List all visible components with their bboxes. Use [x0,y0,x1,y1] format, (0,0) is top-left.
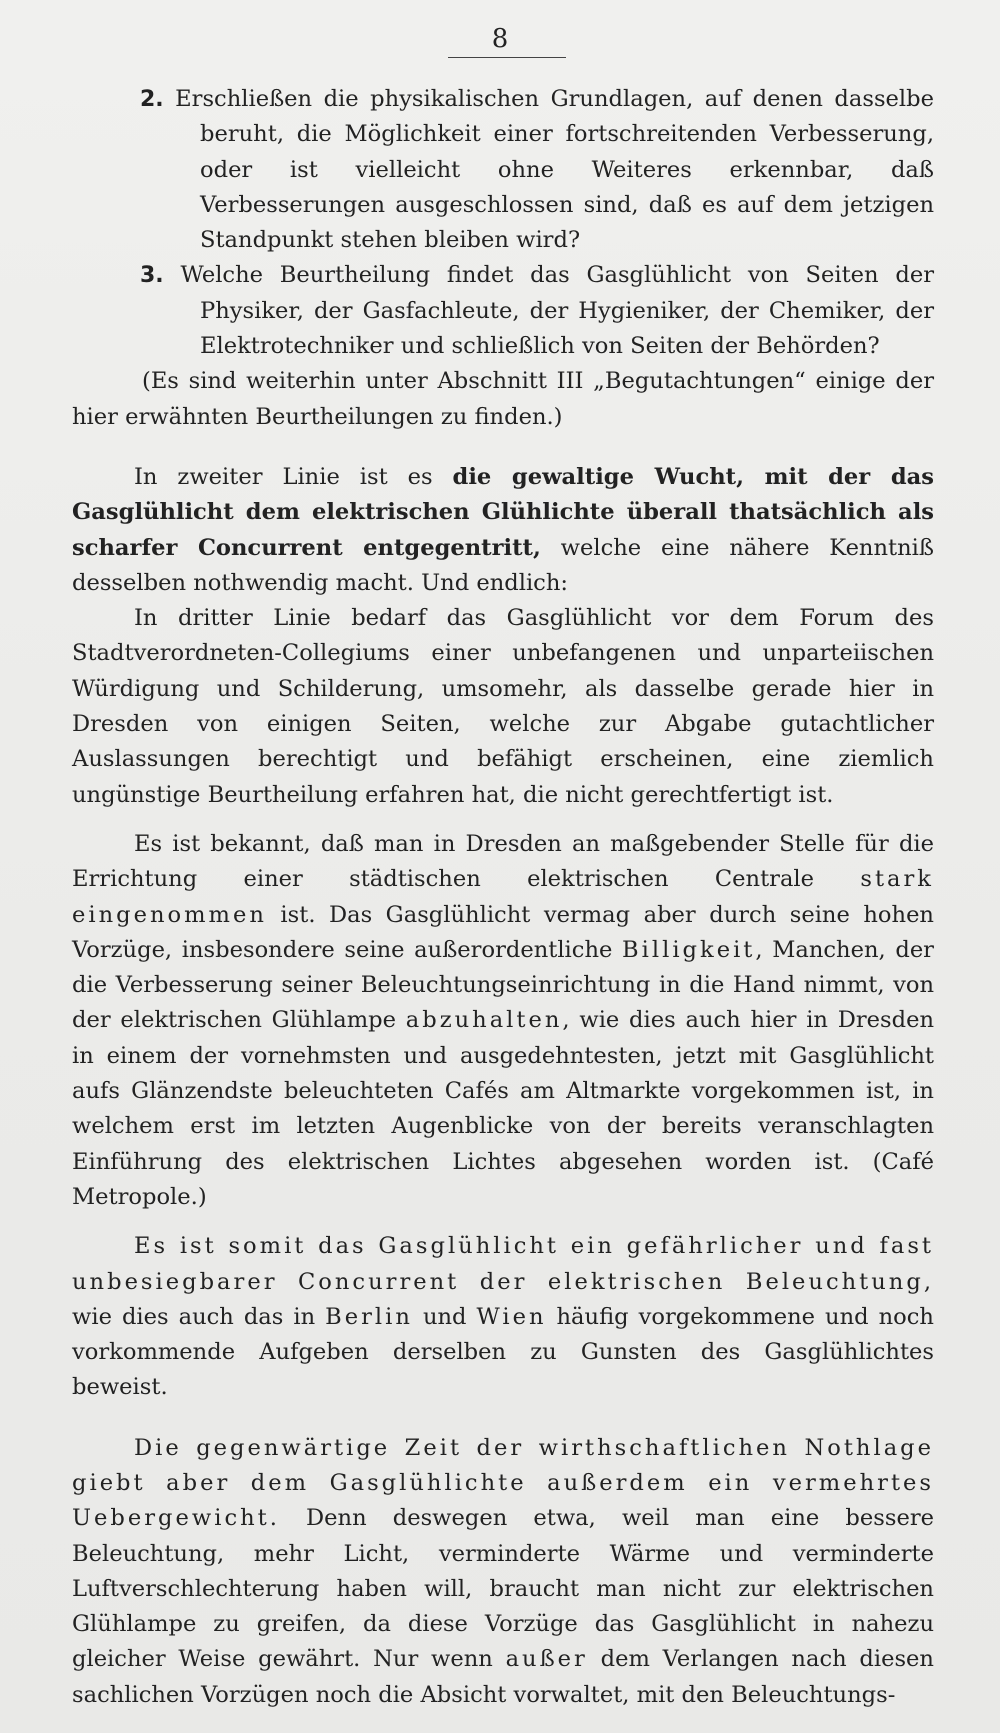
list-item-number: 3. [140,263,164,289]
spaced-text: Die gegenwärtige Zeit der wirthschaftlichen Nothlage giebt aber dem Gasglühlichte außerdem ein vermehrtes Uebergewicht. [72,1434,934,1532]
list-item-text: Erschließen die physikalischen Grundlagen, auf denen dasselbe beruht, die Möglichkeit einer fortschreitenden Verbesserung, oder ist vielleicht ohne Weiteres erkennbar, daß Verbesserungen ausgeschlossen sind, daß es auf dem jetzigen Standpunkt stehen bleiben wird? [175,86,934,254]
spaced-text: Berlin [325,1303,413,1330]
paragraph-economic-crisis [72,1431,934,1713]
list-item-3 [72,258,934,364]
paragraph-text: Es ist bekannt, daß man in Dresden an maßgebender Stelle für die Errichtung einer städtischen elektrischen Centrale [72,830,934,893]
paragraph-concurrent [72,1229,934,1405]
list-item-text: Welche Beurtheilung findet das Gasglühlicht von Seiten der Physiker, der Gasfachleute, der Hygieniker, der Chemiker, der Elektrotechniker und schließlich von Seiten der Behörden? [180,262,934,360]
paragraph-text: dem Verlangen nach diesen sachlichen Vorzügen noch die Absicht vorwaltet, mit den Beleuchtungs- [72,1646,934,1708]
paragraph-text: , wie dies auch hier in Dresden in einem der vornehmsten und ausgedehntesten, jetzt mit Gasglühlicht aufs Glänzendste beleuchteten Cafés am Altmarkte vorgekommen ist, in welchem erst im letzten Augenblicke von der bereits veranschlagten Einführung des elektrischen Lichtes abgesehen worden ist. (Café Metropole.) [72,1007,934,1210]
paragraph-text: Denn deswegen etwa, weil man eine bessere Beleuchtung, mehr Licht, verminderte Wärme und verminderte Luftverschlechterung haben will, braucht man nicht zur elektrischen Glühlampe zu greifen, da diese Vorzüge das Gasglühlicht in nahezu gleicher Weise gewährt. Nur wenn [72,1505,934,1673]
paragraph-third-reason: In dritter Linie bedarf das Gasglühlicht vor dem Forum des Stadtverordneten-Collegiums einer unbefangenen und unparteiischen Würdigung und Schilderung, umsomehr, als dasselbe gerade hier in Dresden von einigen Seiten, welche zur Abgabe gutachtlicher Auslassungen berechtigt und befähigt erscheinen, eine ziemlich ungünstige Beurtheilung erfahren hat, die nicht gerechtfertigt ist. [72,605,934,808]
spaced-text: abzuhalten [405,1007,563,1034]
parenthetical-note: (Es sind weiterhin unter Abschnitt III „Begutachtungen“ einige der hier erwähnten Beurtheilungen zu finden.) [72,368,934,430]
spaced-text: stark eingenommen [72,866,934,928]
paragraph-dresden [72,827,934,1215]
list-item-number: 2. [140,87,164,112]
paragraph-text: , Manchen, der die Verbesserung seiner Beleuchtungseinrichtung in die Hand nimmt, von der elektrischen Glühlampe [72,936,934,1034]
list-item-2 [72,82,934,258]
spaced-text: Es ist somit das Gasglühlicht ein gefährlicher und fast unbesiegbarer Concurrent der elektrischen Beleuchtung, [72,1233,934,1295]
spaced-text: außer [505,1646,588,1673]
body-text [72,82,934,1713]
paragraph-text: welche eine nähere Kenntniß desselben nothwendig macht. Und endlich: [72,534,934,596]
page-number-rule [448,57,566,58]
emphasized-text: die gewaltige Wucht, mit der das Gasglühlicht dem elektrischen Glühlichte überall thatsächlich als scharfer Concurrent entgegentritt, [72,463,934,561]
paragraph-text: häufig vorgekommene und noch vorkommende Aufgeben derselben zu Gunsten des Gasglühlichtes beweist. [72,1303,934,1401]
paragraph-text: In zweiter Linie ist es [134,463,453,490]
page-number: 8 [491,24,509,54]
paragraph-text: ist. Das Gasglühlicht vermag aber durch seine hohen Vorzüge, insbesondere seine außerordentliche [72,901,934,963]
paragraph-text: und [412,1303,477,1330]
spaced-text: Wien [476,1303,547,1330]
spaced-text: Billigkeit [622,936,756,963]
paragraph-second-reason [72,460,934,601]
paragraph-text: wie dies auch das in [72,1303,326,1330]
